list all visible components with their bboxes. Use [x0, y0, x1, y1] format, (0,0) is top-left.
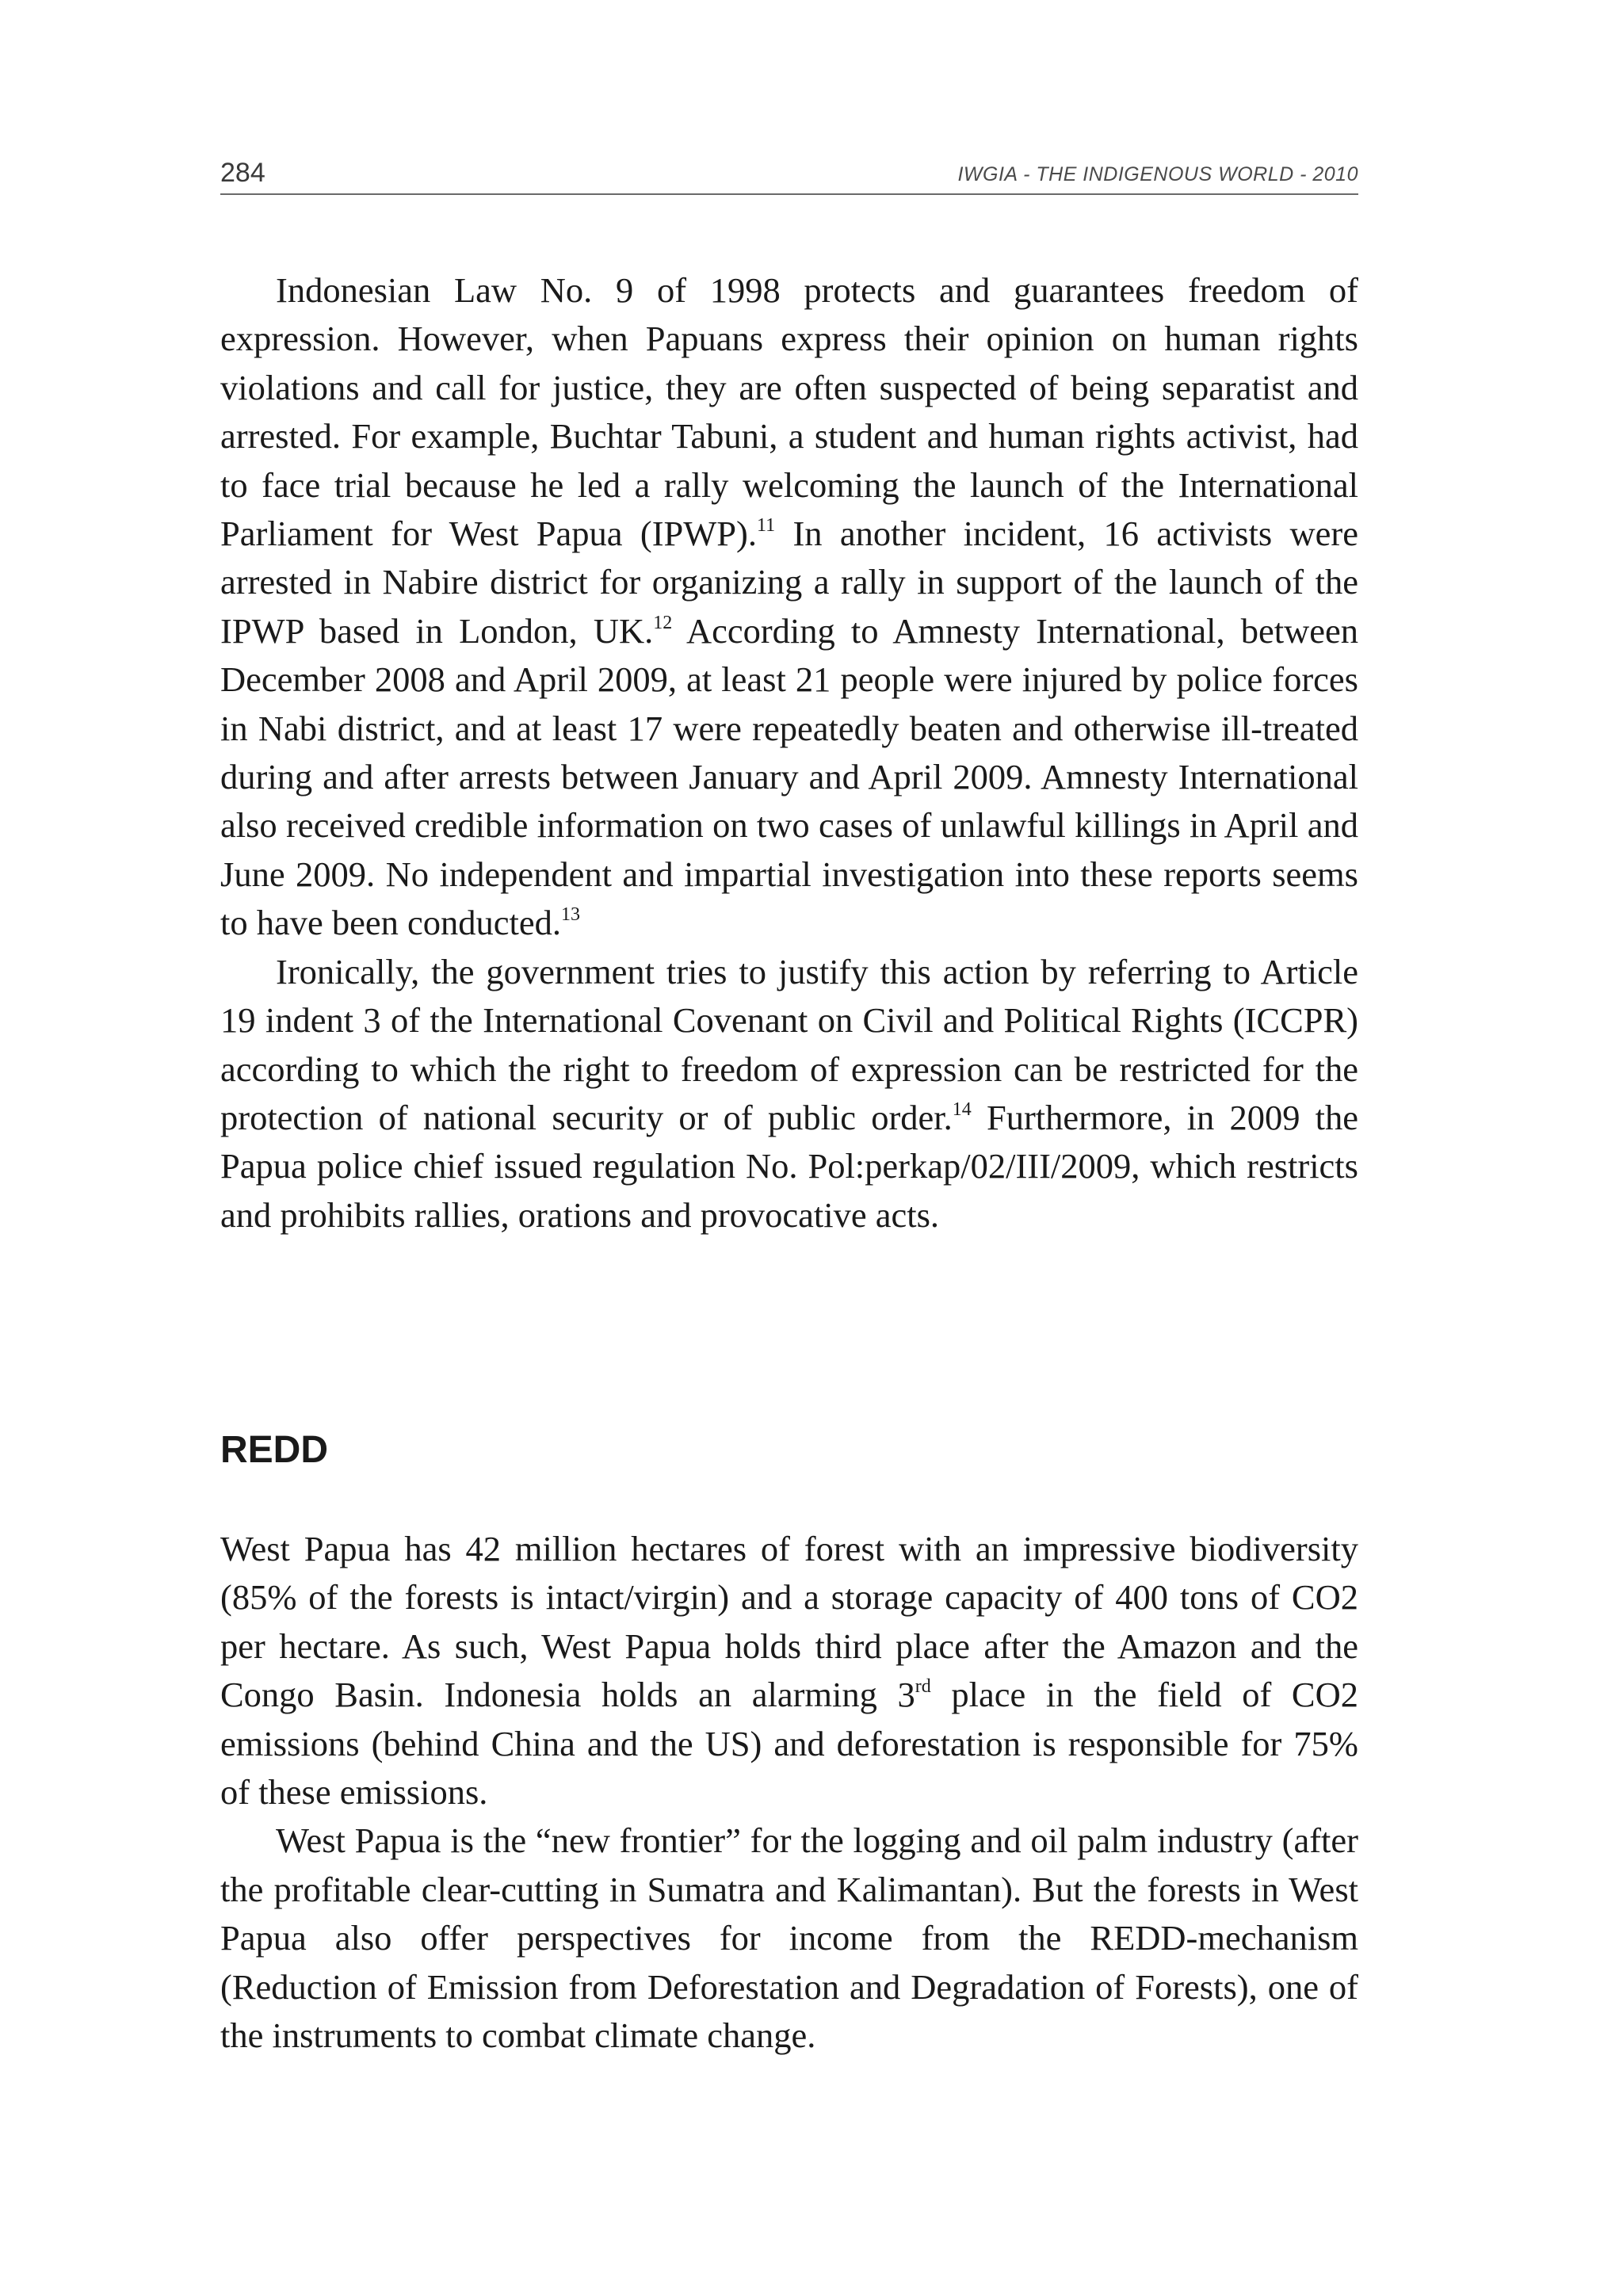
paragraph-text: West Papua has 42 million hectares of forest with an impressive biodiversity (85% of the forests is intact/virgin) and a storage capacity of 400 tons of CO2 per hectare. As such, West Papua holds third place after the Amazon and the Congo Basin. Indonesia holds an alarming 3 — [220, 1529, 1358, 1715]
footnote-ref: 13 — [561, 904, 580, 926]
paragraph — [220, 948, 1358, 1240]
paragraph-text: place in the field of CO2 emissions (behind China and the US) and deforestation is responsible for 75% of these emissions. — [220, 1675, 1358, 1813]
footnote-ref: 12 — [653, 612, 673, 633]
paragraph-text: Ironically, the government tries to justify this action by referring to Article 19 indent 3 of the International Covenant on Civil and Political Rights (ICCPR) according to which the right to freedom of expression can be restricted for the protection of national security or of public order. — [220, 951, 1358, 1137]
section-redd — [220, 1525, 1358, 2060]
paragraph-text: Indonesian Law No. 9 of 1998 protects and guarantees freedom of expression. However, when Papuans express their opinion on human rights violations and call for justice, they are often suspected of being separatist and arrested. For example, Buchtar Tabuni, a student and human rights activist, had to face trial because he led a rally welcoming the launch of the International Parliament for West Papua (IPWP). — [220, 270, 1358, 554]
paragraph: West Papua is the “new frontier” for the logging and oil palm industry (after the profitable clear-cutting in Sumatra and Kalimantan). But the forests in West Papua also offer perspectives for income from the REDD-mechanism (Reduction of Emission from Deforestation and Degradation of Forests), one of the instruments to combat climate change. — [220, 1820, 1358, 2056]
paragraph-text: Furthermore, in 2009 the Papua police chief issued regulation No. Pol:perkap/02/III/2009, which restricts and prohibits rallies, orations and provocative acts. — [220, 1097, 1358, 1235]
paragraph-text: In another incident, 16 activists were arrested in Nabire district for organizing a rally in support of the launch of the IPWP based in London, UK. — [220, 514, 1358, 651]
section-heading: REDD — [220, 1429, 329, 1471]
paragraph — [220, 1525, 1358, 1817]
section-freedom-of-expression — [220, 266, 1358, 1240]
page-number: 284 — [220, 158, 265, 188]
page-header — [220, 155, 1358, 195]
ordinal-suffix: rd — [915, 1676, 931, 1698]
running-title: IWGIA - THE INDIGENOUS WORLD - 2010 — [957, 163, 1358, 185]
paragraph-text: According to Amnesty International, between December 2008 and April 2009, at least 21 people were injured by police forces in Nabi district, and at least 17 were repeatedly beaten and otherwise ill-treated during and after arrests between January and April 2009. Amnesty International also received credible information on two cases of unlawful killings in April and June 2009. No independent and impartial investigation into these reports seems to have been conducted. — [220, 610, 1358, 943]
footnote-ref: 11 — [756, 515, 776, 537]
footnote-ref: 14 — [952, 1098, 972, 1120]
paragraph — [220, 266, 1358, 948]
